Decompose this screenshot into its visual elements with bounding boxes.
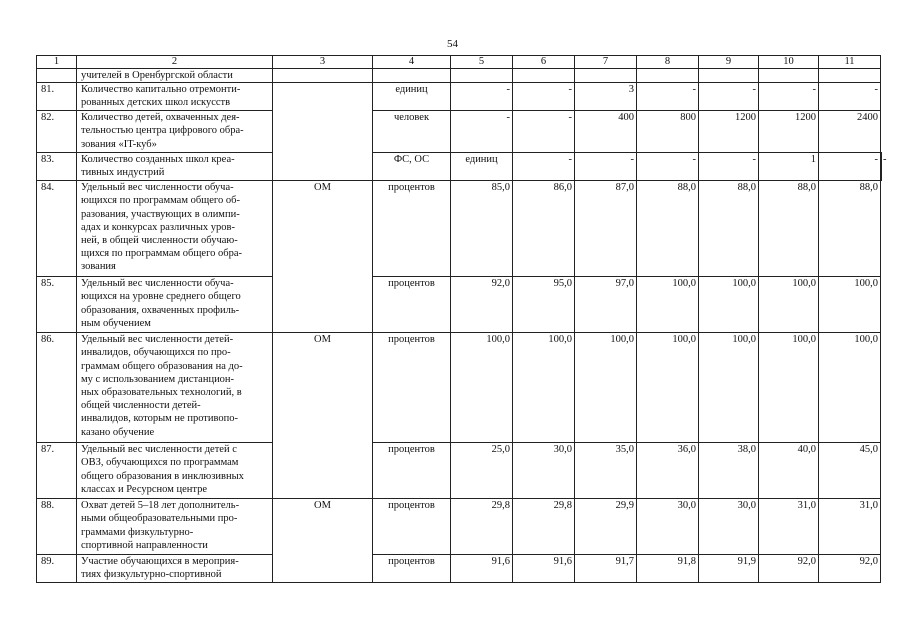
cell-value: 29,8 bbox=[451, 499, 513, 555]
cell-source: ОМ bbox=[273, 181, 373, 333]
cell-value: 100,0 bbox=[513, 333, 575, 443]
cell-value: - bbox=[575, 153, 637, 181]
page-number: 54 bbox=[447, 38, 458, 50]
cell-value: 88,0 bbox=[699, 181, 759, 277]
cell-description: учителей в Оренбургской области bbox=[77, 69, 273, 83]
cell-source bbox=[273, 83, 373, 181]
cell-value: 92,0 bbox=[759, 555, 819, 583]
cell-value: 92,0 bbox=[819, 555, 881, 583]
cell-source bbox=[273, 69, 373, 83]
table-row bbox=[37, 83, 882, 111]
cell-value: 100,0 bbox=[759, 333, 819, 443]
cell-value: - bbox=[637, 153, 699, 181]
cell-value: 25,0 bbox=[451, 443, 513, 499]
table-body bbox=[37, 69, 887, 583]
cell-value: 100,0 bbox=[637, 333, 699, 443]
table-row bbox=[37, 181, 882, 277]
cell-unit bbox=[373, 69, 451, 83]
cell-no: 84. bbox=[37, 181, 77, 277]
table-row bbox=[37, 443, 882, 499]
cell-value: 800 bbox=[637, 111, 699, 153]
cell-value: 40,0 bbox=[759, 443, 819, 499]
cell-no: 82. bbox=[37, 111, 77, 153]
cell-value: - bbox=[699, 83, 759, 111]
column-header: 3 bbox=[273, 56, 373, 69]
continuation-row bbox=[37, 69, 882, 83]
cell-unit: процентов bbox=[373, 499, 451, 555]
cell-unit: процентов bbox=[373, 277, 451, 333]
cell-value: 29,8 bbox=[513, 499, 575, 555]
column-header: 6 bbox=[513, 56, 575, 69]
cell-description: Количество детей, охваченных дея- тельностью центра цифрового обра- зования «IT-куб» bbox=[77, 111, 273, 153]
indicators-table bbox=[36, 55, 887, 583]
table-row bbox=[37, 499, 882, 555]
cell-value: 31,0 bbox=[819, 499, 881, 555]
cell-no: 85. bbox=[37, 277, 77, 333]
cell-value: 85,0 bbox=[451, 181, 513, 277]
cell-unit: процентов bbox=[373, 333, 451, 443]
cell-value bbox=[637, 69, 699, 83]
cell-value: - bbox=[513, 83, 575, 111]
cell-value: 400 bbox=[575, 111, 637, 153]
cell-value: - bbox=[451, 111, 513, 153]
cell-value bbox=[575, 69, 637, 83]
cell-unit: процентов bbox=[373, 443, 451, 499]
cell-description: Участие обучающихся в мероприя- тиях физкультурно-спортивной bbox=[77, 555, 273, 583]
cell-unit: процентов bbox=[373, 181, 451, 277]
table-row bbox=[37, 153, 882, 181]
table-row bbox=[37, 277, 882, 333]
column-header: 5 bbox=[451, 56, 513, 69]
cell-value: 86,0 bbox=[513, 181, 575, 277]
cell-value: 36,0 bbox=[637, 443, 699, 499]
cell-value: 100,0 bbox=[699, 333, 759, 443]
cell-description: Удельный вес численности обуча- ющихся на уровне среднего общего образования, охваченных профиль- ным обучением bbox=[77, 277, 273, 333]
cell-no bbox=[37, 69, 77, 83]
cell-no: 81. bbox=[37, 83, 77, 111]
cell-value: 100,0 bbox=[759, 277, 819, 333]
cell-description: Удельный вес численности детей с ОВЗ, обучающихся по программам общего образования в инклюзивных классах и Ресурсном центре bbox=[77, 443, 273, 499]
cell-value: 91,6 bbox=[513, 555, 575, 583]
cell-unit: единиц bbox=[373, 83, 451, 111]
table-row bbox=[37, 555, 882, 583]
column-header: 9 bbox=[699, 56, 759, 69]
cell-value: 88,0 bbox=[819, 181, 881, 277]
cell-value: 100,0 bbox=[451, 333, 513, 443]
cell-no: 88. bbox=[37, 499, 77, 555]
cell-description: Количество созданных школ креа- тивных индустрий bbox=[77, 153, 273, 181]
cell-value: 45,0 bbox=[819, 443, 881, 499]
table-row bbox=[37, 333, 882, 443]
cell-no: 87. bbox=[37, 443, 77, 499]
cell-value: 95,0 bbox=[513, 277, 575, 333]
cell-value bbox=[513, 69, 575, 83]
column-header: 10 bbox=[759, 56, 819, 69]
cell-value: 91,9 bbox=[699, 555, 759, 583]
column-header: 11 bbox=[819, 56, 881, 69]
cell-value: 100,0 bbox=[699, 277, 759, 333]
cell-unit: единиц bbox=[451, 153, 513, 181]
cell-value: - bbox=[881, 153, 882, 181]
cell-no: 86. bbox=[37, 333, 77, 443]
cell-value bbox=[819, 69, 881, 83]
cell-value: 1200 bbox=[759, 111, 819, 153]
cell-value: 97,0 bbox=[575, 277, 637, 333]
cell-source: ФС, ОС bbox=[373, 153, 451, 181]
cell-value: 30,0 bbox=[637, 499, 699, 555]
cell-value: 88,0 bbox=[759, 181, 819, 277]
cell-value: 91,6 bbox=[451, 555, 513, 583]
cell-value bbox=[699, 69, 759, 83]
column-header: 2 bbox=[77, 56, 273, 69]
cell-value: 35,0 bbox=[575, 443, 637, 499]
column-header: 4 bbox=[373, 56, 451, 69]
cell-value: 100,0 bbox=[819, 277, 881, 333]
cell-value bbox=[759, 69, 819, 83]
cell-value: - bbox=[819, 153, 881, 181]
cell-value: 100,0 bbox=[637, 277, 699, 333]
cell-value: 31,0 bbox=[759, 499, 819, 555]
column-header: 8 bbox=[637, 56, 699, 69]
cell-value: 30,0 bbox=[699, 499, 759, 555]
cell-unit: процентов bbox=[373, 555, 451, 583]
cell-no: 89. bbox=[37, 555, 77, 583]
cell-value: 2400 bbox=[819, 111, 881, 153]
cell-value: 1 bbox=[759, 153, 819, 181]
cell-value: 1200 bbox=[699, 111, 759, 153]
cell-description: Удельный вес численности детей- инвалидов, обучающихся по про- граммам общего образования на до- му с использованием дистанцион- ных образовательных технологий, в общей численности детей- инвалидов, которым не противопо- казано обучение bbox=[77, 333, 273, 443]
cell-value: 92,0 bbox=[451, 277, 513, 333]
column-header: 7 bbox=[575, 56, 637, 69]
cell-value: - bbox=[513, 153, 575, 181]
cell-value: 100,0 bbox=[575, 333, 637, 443]
cell-value: 87,0 bbox=[575, 181, 637, 277]
cell-value: 91,7 bbox=[575, 555, 637, 583]
cell-value: 30,0 bbox=[513, 443, 575, 499]
table-row bbox=[37, 111, 882, 153]
cell-value: - bbox=[451, 83, 513, 111]
cell-value: 88,0 bbox=[637, 181, 699, 277]
cell-value: - bbox=[513, 111, 575, 153]
cell-source: ОМ bbox=[273, 499, 373, 583]
cell-value: - bbox=[819, 83, 881, 111]
cell-value: - bbox=[759, 83, 819, 111]
cell-value: 100,0 bbox=[819, 333, 881, 443]
cell-value: 29,9 bbox=[575, 499, 637, 555]
cell-value: - bbox=[637, 83, 699, 111]
cell-description: Охват детей 5–18 лет дополнитель- ными общеобразовательными про- граммами физкультурно- спортивной направленности bbox=[77, 499, 273, 555]
cell-value: 3 bbox=[575, 83, 637, 111]
header-row bbox=[37, 56, 882, 69]
cell-value: 38,0 bbox=[699, 443, 759, 499]
cell-unit: человек bbox=[373, 111, 451, 153]
cell-value: 91,8 bbox=[637, 555, 699, 583]
cell-description: Удельный вес численности обуча- ющихся по программам общего об- разования, участвующих в олимпи- адах и конкурсах различных уров- ней, в общей численности обучаю- щихся по программам общего обра- зования bbox=[77, 181, 273, 277]
cell-value bbox=[451, 69, 513, 83]
cell-no: 83. bbox=[37, 153, 77, 181]
column-header: 1 bbox=[37, 56, 77, 69]
cell-value: - bbox=[699, 153, 759, 181]
cell-description: Количество капитально отремонти- рованных детских школ искусств bbox=[77, 83, 273, 111]
cell-source: ОМ bbox=[273, 333, 373, 499]
